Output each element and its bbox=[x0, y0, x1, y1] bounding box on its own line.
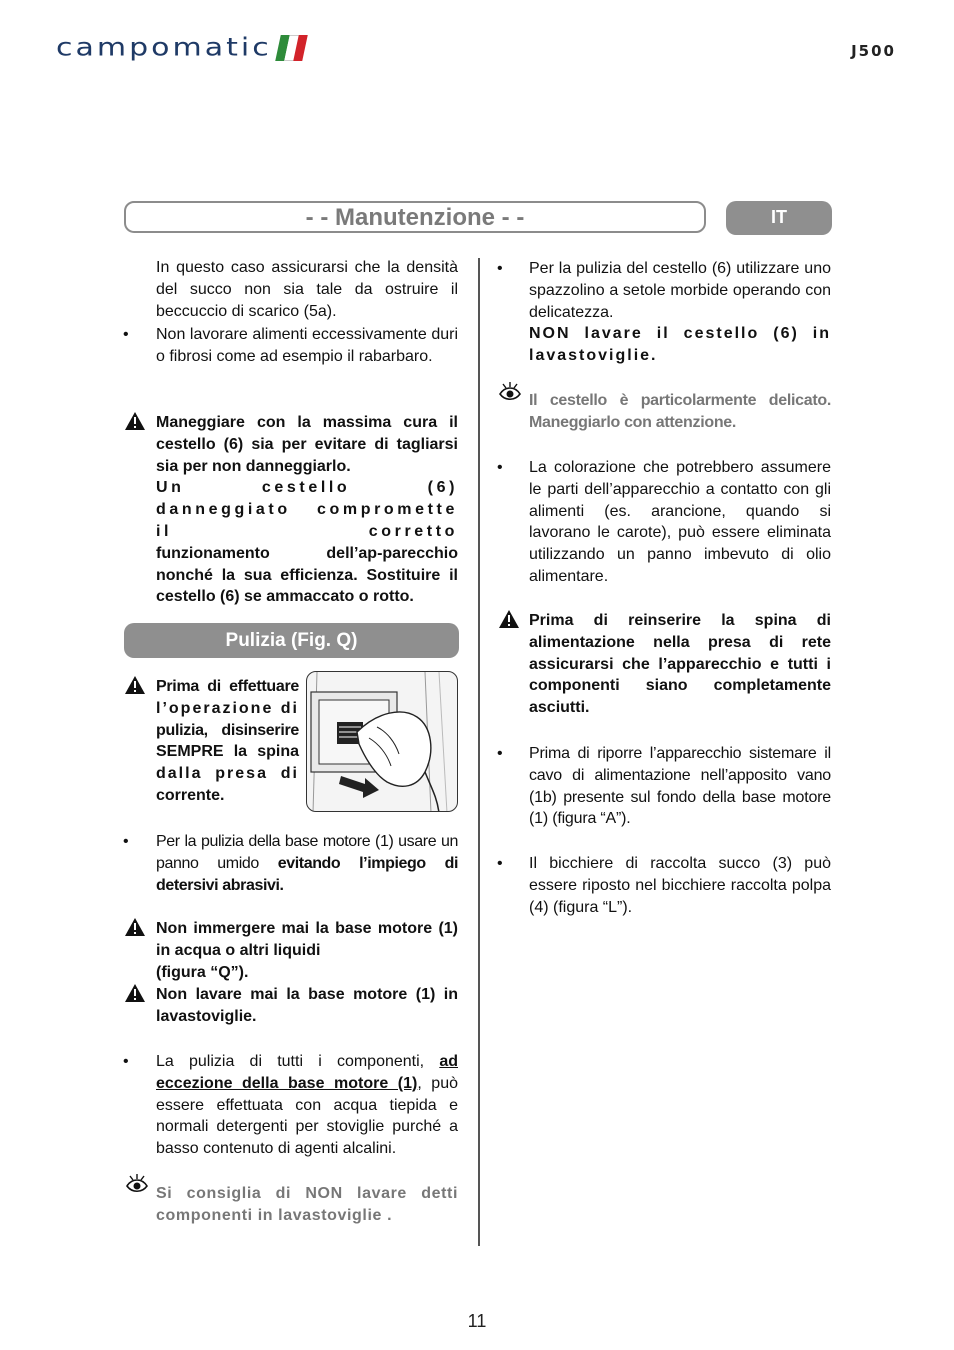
bullet-dot: • bbox=[123, 1053, 129, 1070]
italian-flag-icon bbox=[275, 35, 308, 61]
paragraph-cup-storage: Il bicchiere di raccolta succo (3) può essere riposto nel bicchiere raccolta polpa (4) (figura “L”). bbox=[529, 855, 831, 916]
language-tab: IT bbox=[726, 201, 832, 235]
bullet-dot: • bbox=[123, 326, 129, 343]
bullet-dot: • bbox=[497, 459, 503, 476]
tip-eye-icon bbox=[124, 1172, 150, 1198]
warning-icon bbox=[124, 917, 146, 937]
warning-icon bbox=[498, 609, 520, 629]
tip-eye-icon bbox=[497, 380, 523, 406]
tip-basket-delicate: Il cestello è particolarmente delicato. Maneggiarlo con attenzione. bbox=[529, 392, 831, 431]
warning-icon bbox=[124, 675, 146, 695]
paragraph-density: In questo caso assicurarsi che la densità del succo non sia tale da ostruire il beccuccio di scarico (5a). bbox=[156, 259, 458, 320]
warning-dry-before-plugging: Prima di reinserire la spina di alimentazione nella presa di rete assicurarsi che l’apparecchio e tutti i componenti siano completamente asciutti. bbox=[529, 612, 831, 717]
section-title: - - Manutenzione - - bbox=[124, 201, 706, 233]
figure-q-unplug-illustration bbox=[306, 671, 458, 812]
paragraph-basket-brush: Per la pulizia del cestello (6) utilizzare uno spazzolino a setole morbide operando con delicatezza. NON lavare il cestello (6) in lavastoviglie. bbox=[529, 260, 831, 365]
brand-name: campomatic bbox=[56, 33, 272, 62]
brand-logo bbox=[56, 30, 305, 65]
paragraph-cord-storage: Prima di riporre l’apparecchio sistemare il cavo di alimentazione nell’apposito vano (1b) presente sul fondo della base motore (1) (figura “A”). bbox=[529, 745, 831, 828]
warning-no-dishwasher-base: Non lavare mai la base motore (1) in lavastoviglie. bbox=[156, 986, 458, 1025]
warning-icon bbox=[124, 983, 146, 1003]
warning-unplug: Prima di effettuare l’operazione di pulizia, disinserire SEMPRE la spina dalla presa di corrente. bbox=[156, 678, 299, 804]
bullet-dot: • bbox=[497, 855, 503, 872]
paragraph-discoloration: La colorazione che potrebbero assumere le parti dell’apparecchio a contatto con gli alimenti (es. arancione, quando si lavorano le carote), può essere eliminata utilizzando un panno imbevuto di olio alimentare. bbox=[529, 459, 831, 585]
bullet-dot: • bbox=[497, 260, 503, 277]
paragraph-motor-base-cleaning: Per la pulizia della base motore (1) usare un panno umido evitando l’impiego di detersivi abrasivi. bbox=[156, 833, 458, 894]
page-number: 11 bbox=[467, 1311, 487, 1331]
bullet-dot: • bbox=[123, 833, 129, 850]
tip-no-dishwasher-components: Si consiglia di NON lavare detti componenti in lavastoviglie . bbox=[156, 1185, 458, 1224]
warning-icon bbox=[124, 411, 146, 431]
subsection-title: Pulizia (Fig. Q) bbox=[124, 623, 459, 658]
bullet-dot: • bbox=[497, 745, 503, 762]
column-divider bbox=[478, 258, 480, 1246]
warning-basket-care: Maneggiare con la massima cura il cestello (6) sia per evitare di tagliarsi sia per non danneggiarlo. Un cestello (6) danneggiato compromette il corretto funzionamento dell’ap-parecchio nonché la sua efficienza. Sostituire il cestello (6) se ammaccato o rotto. bbox=[156, 414, 458, 606]
model-code: J500 bbox=[851, 42, 896, 60]
paragraph-hard-foods: Non lavorare alimenti eccessivamente duri o fibrosi come ad esempio il rabarbaro. bbox=[156, 326, 458, 365]
warning-no-immerse: Non immergere mai la base motore (1) in acqua o altri liquidi (figura “Q”). bbox=[156, 920, 458, 981]
paragraph-components-cleaning: La pulizia di tutti i componenti, ad eccezione della base motore (1), può essere effettuata con acqua tiepida e normali detergenti per stoviglie purché a basso contenuto di agenti alcalini. bbox=[156, 1053, 458, 1158]
